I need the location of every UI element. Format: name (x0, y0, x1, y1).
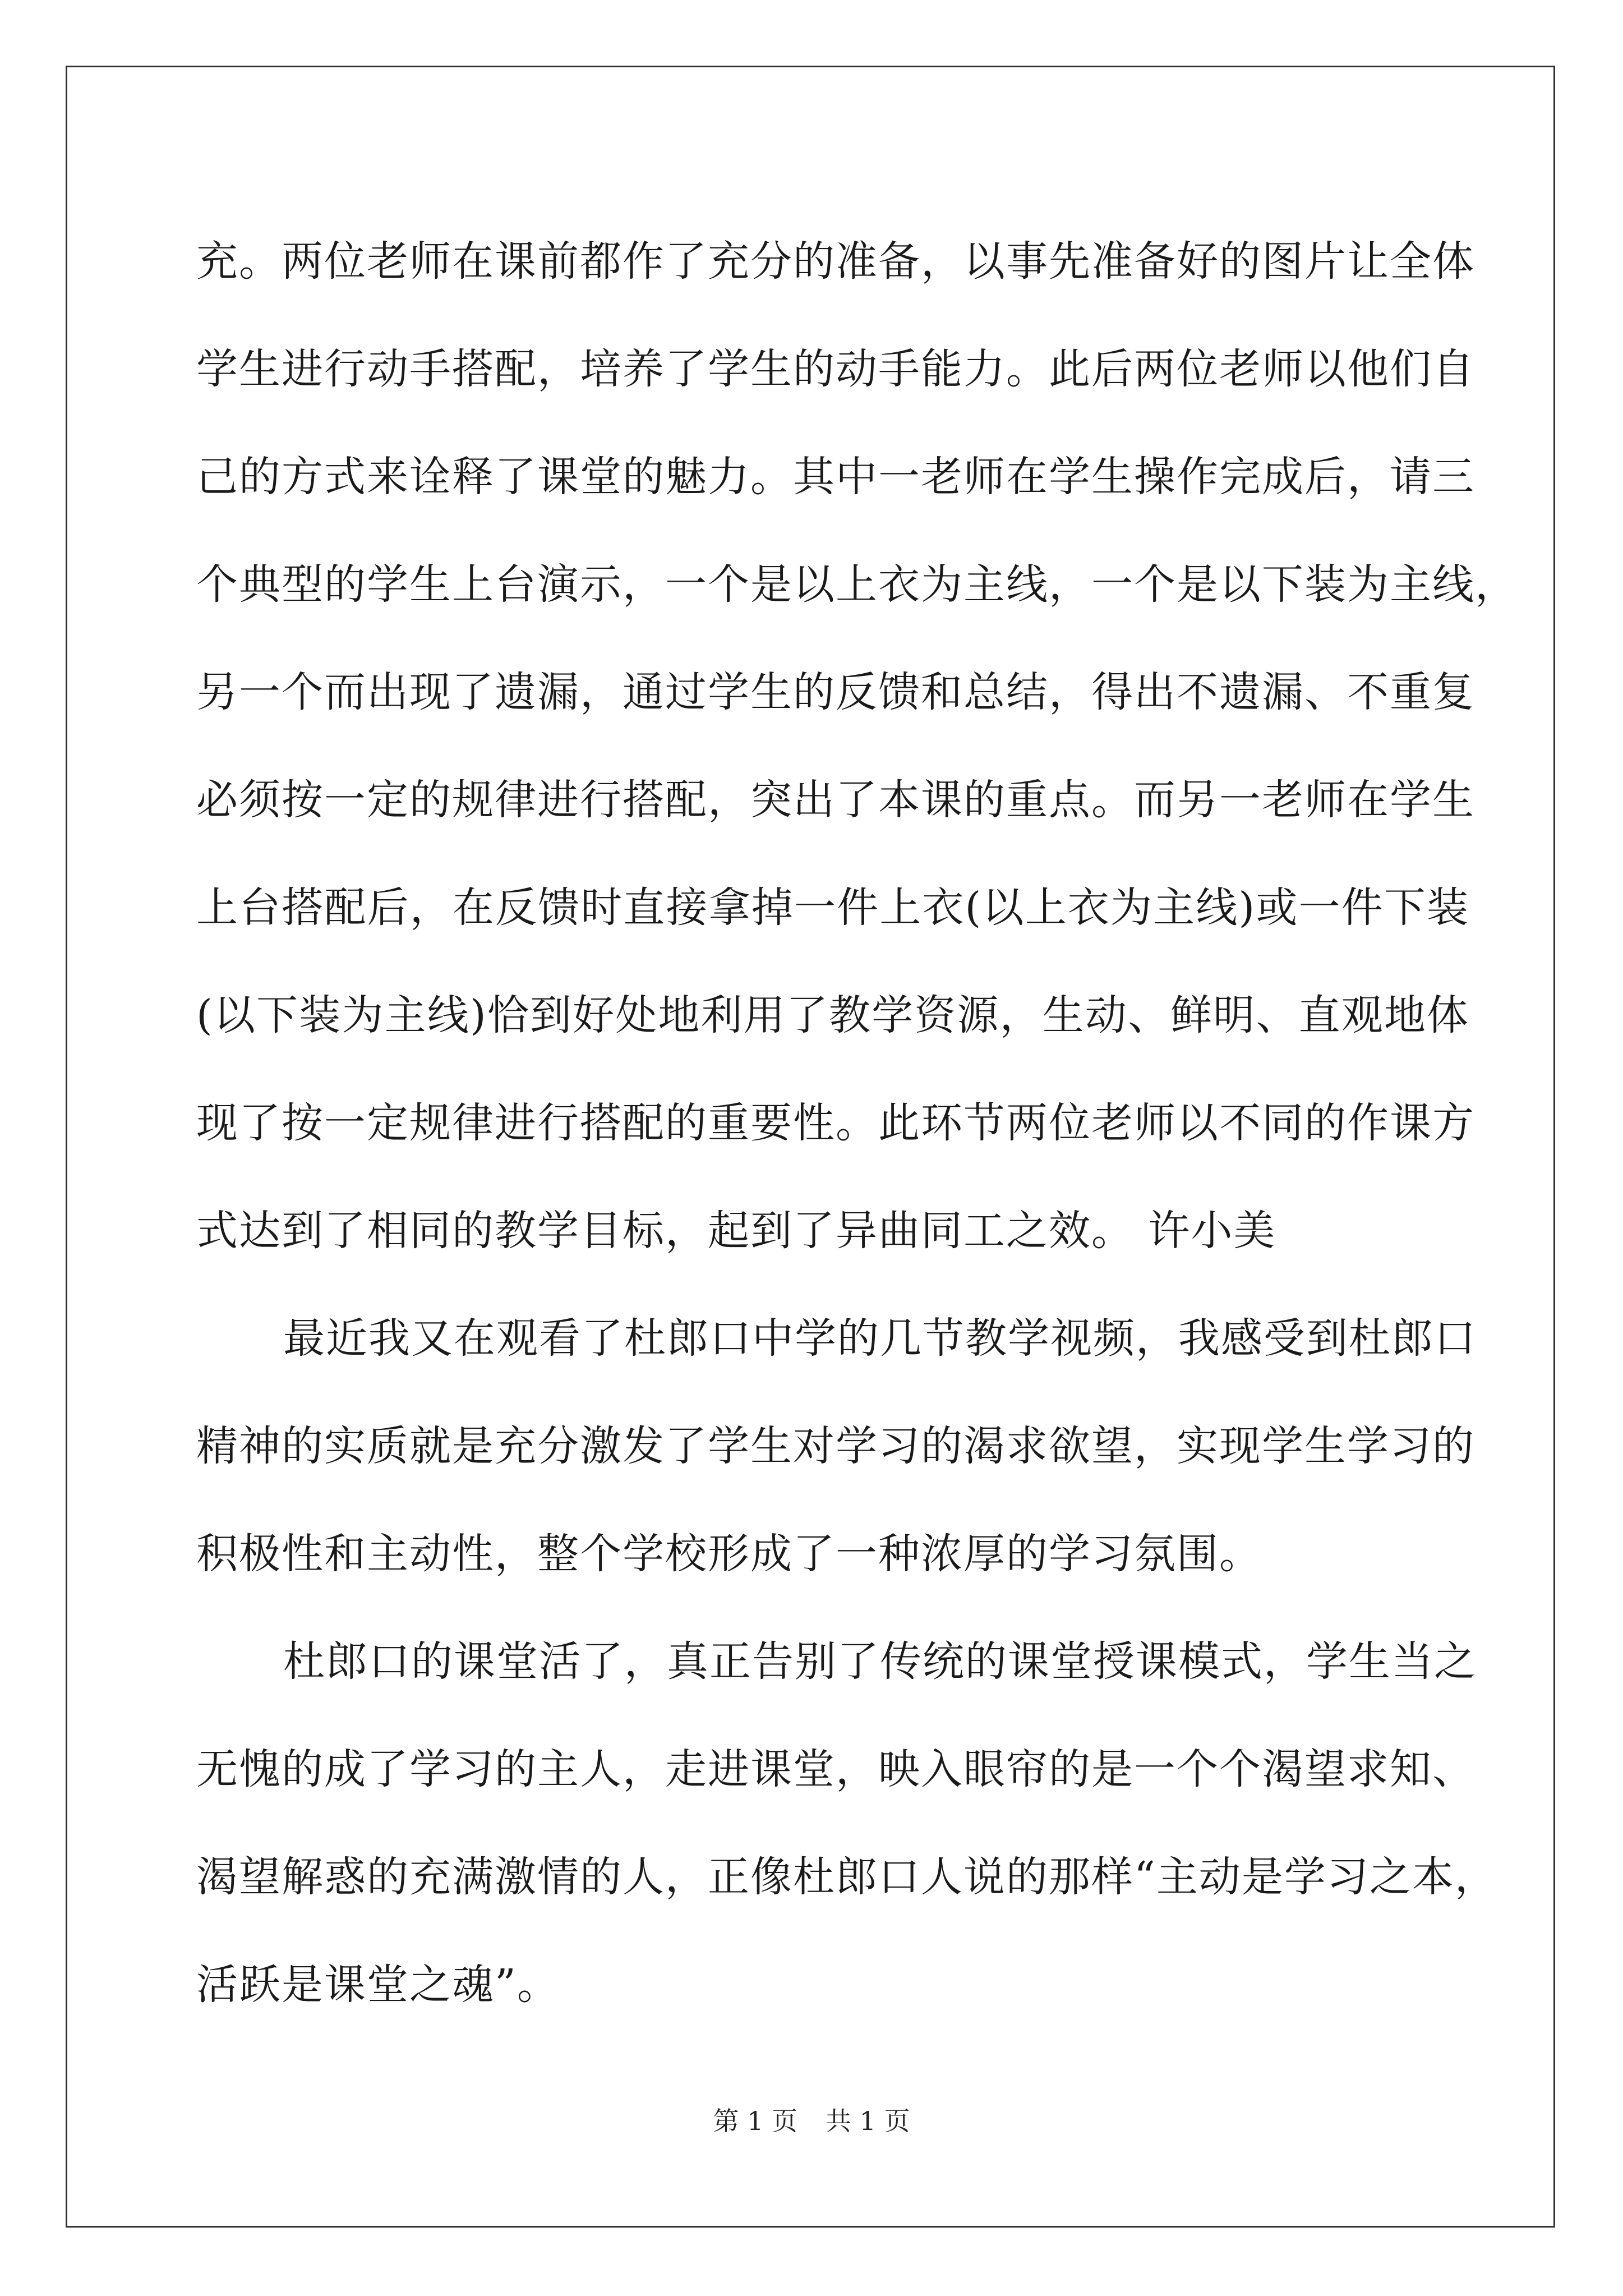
text-line: 精神的实质就是充分激发了学生对学习的渴求欲望，实现学生学习的 (196, 1422, 1475, 1470)
page-total: 共 1 页 (826, 2106, 910, 2136)
text-line: 杜郎口的课堂活了，真正告别了传统的课堂授课模式，学生当之 (283, 1637, 1477, 1686)
text-line: (以下装为主线)恰到好处地利用了教学资源，生动、鲜明、直观地体 (196, 991, 1469, 1039)
text-line: 现了按一定规律进行搭配的重要性。此环节两位老师以不同的作课方 (196, 1099, 1475, 1147)
text-line: 必须按一定的规律进行搭配，突出了本课的重点。而另一老师在学生 (196, 776, 1475, 824)
document-body (196, 208, 1518, 2039)
text-line: 另一个而出现了遗漏，通过学生的反馈和总结，得出不遗漏、不重复 (196, 668, 1475, 716)
text-line: 式达到了相同的教学目标，起到了异曲同工之效。 许小美 (196, 1207, 1276, 1255)
text-line: 最近我又在观看了杜郎口中学的几节教学视频，我感受到杜郎口 (283, 1314, 1477, 1363)
text-line: 个典型的学生上台演示，一个是以上衣为主线，一个是以下装为主线， (196, 560, 1518, 609)
text-line: 充。两位老师在课前都作了充分的准备，以事先准备好的图片让全体 (196, 237, 1475, 286)
text-line: 无愧的成了学习的主人，走进课堂，映入眼帘的是一个个渴望求知、 (196, 1745, 1475, 1793)
text-line: 渴望解惑的充满激情的人，正像杜郎口人说的那样“主动是学习之本， (196, 1853, 1497, 1901)
text-line: 上台搭配后，在反馈时直接拿掉一件上衣(以上衣为主线)或一件下装 (196, 884, 1469, 932)
text-line: 学生进行动手搭配，培养了学生的动手能力。此后两位老师以他们自 (196, 345, 1475, 393)
text-line: 活跃是课堂之魂”。 (196, 1961, 560, 2009)
page-number: 第 1 页 (713, 2106, 797, 2136)
text-line: 己的方式来诠释了课堂的魅力。其中一老师在学生操作完成后，请三 (196, 453, 1475, 501)
text-line: 积极性和主动性，整个学校形成了一种浓厚的学习氛围。 (196, 1530, 1262, 1578)
page-footer (0, 2101, 1623, 2138)
